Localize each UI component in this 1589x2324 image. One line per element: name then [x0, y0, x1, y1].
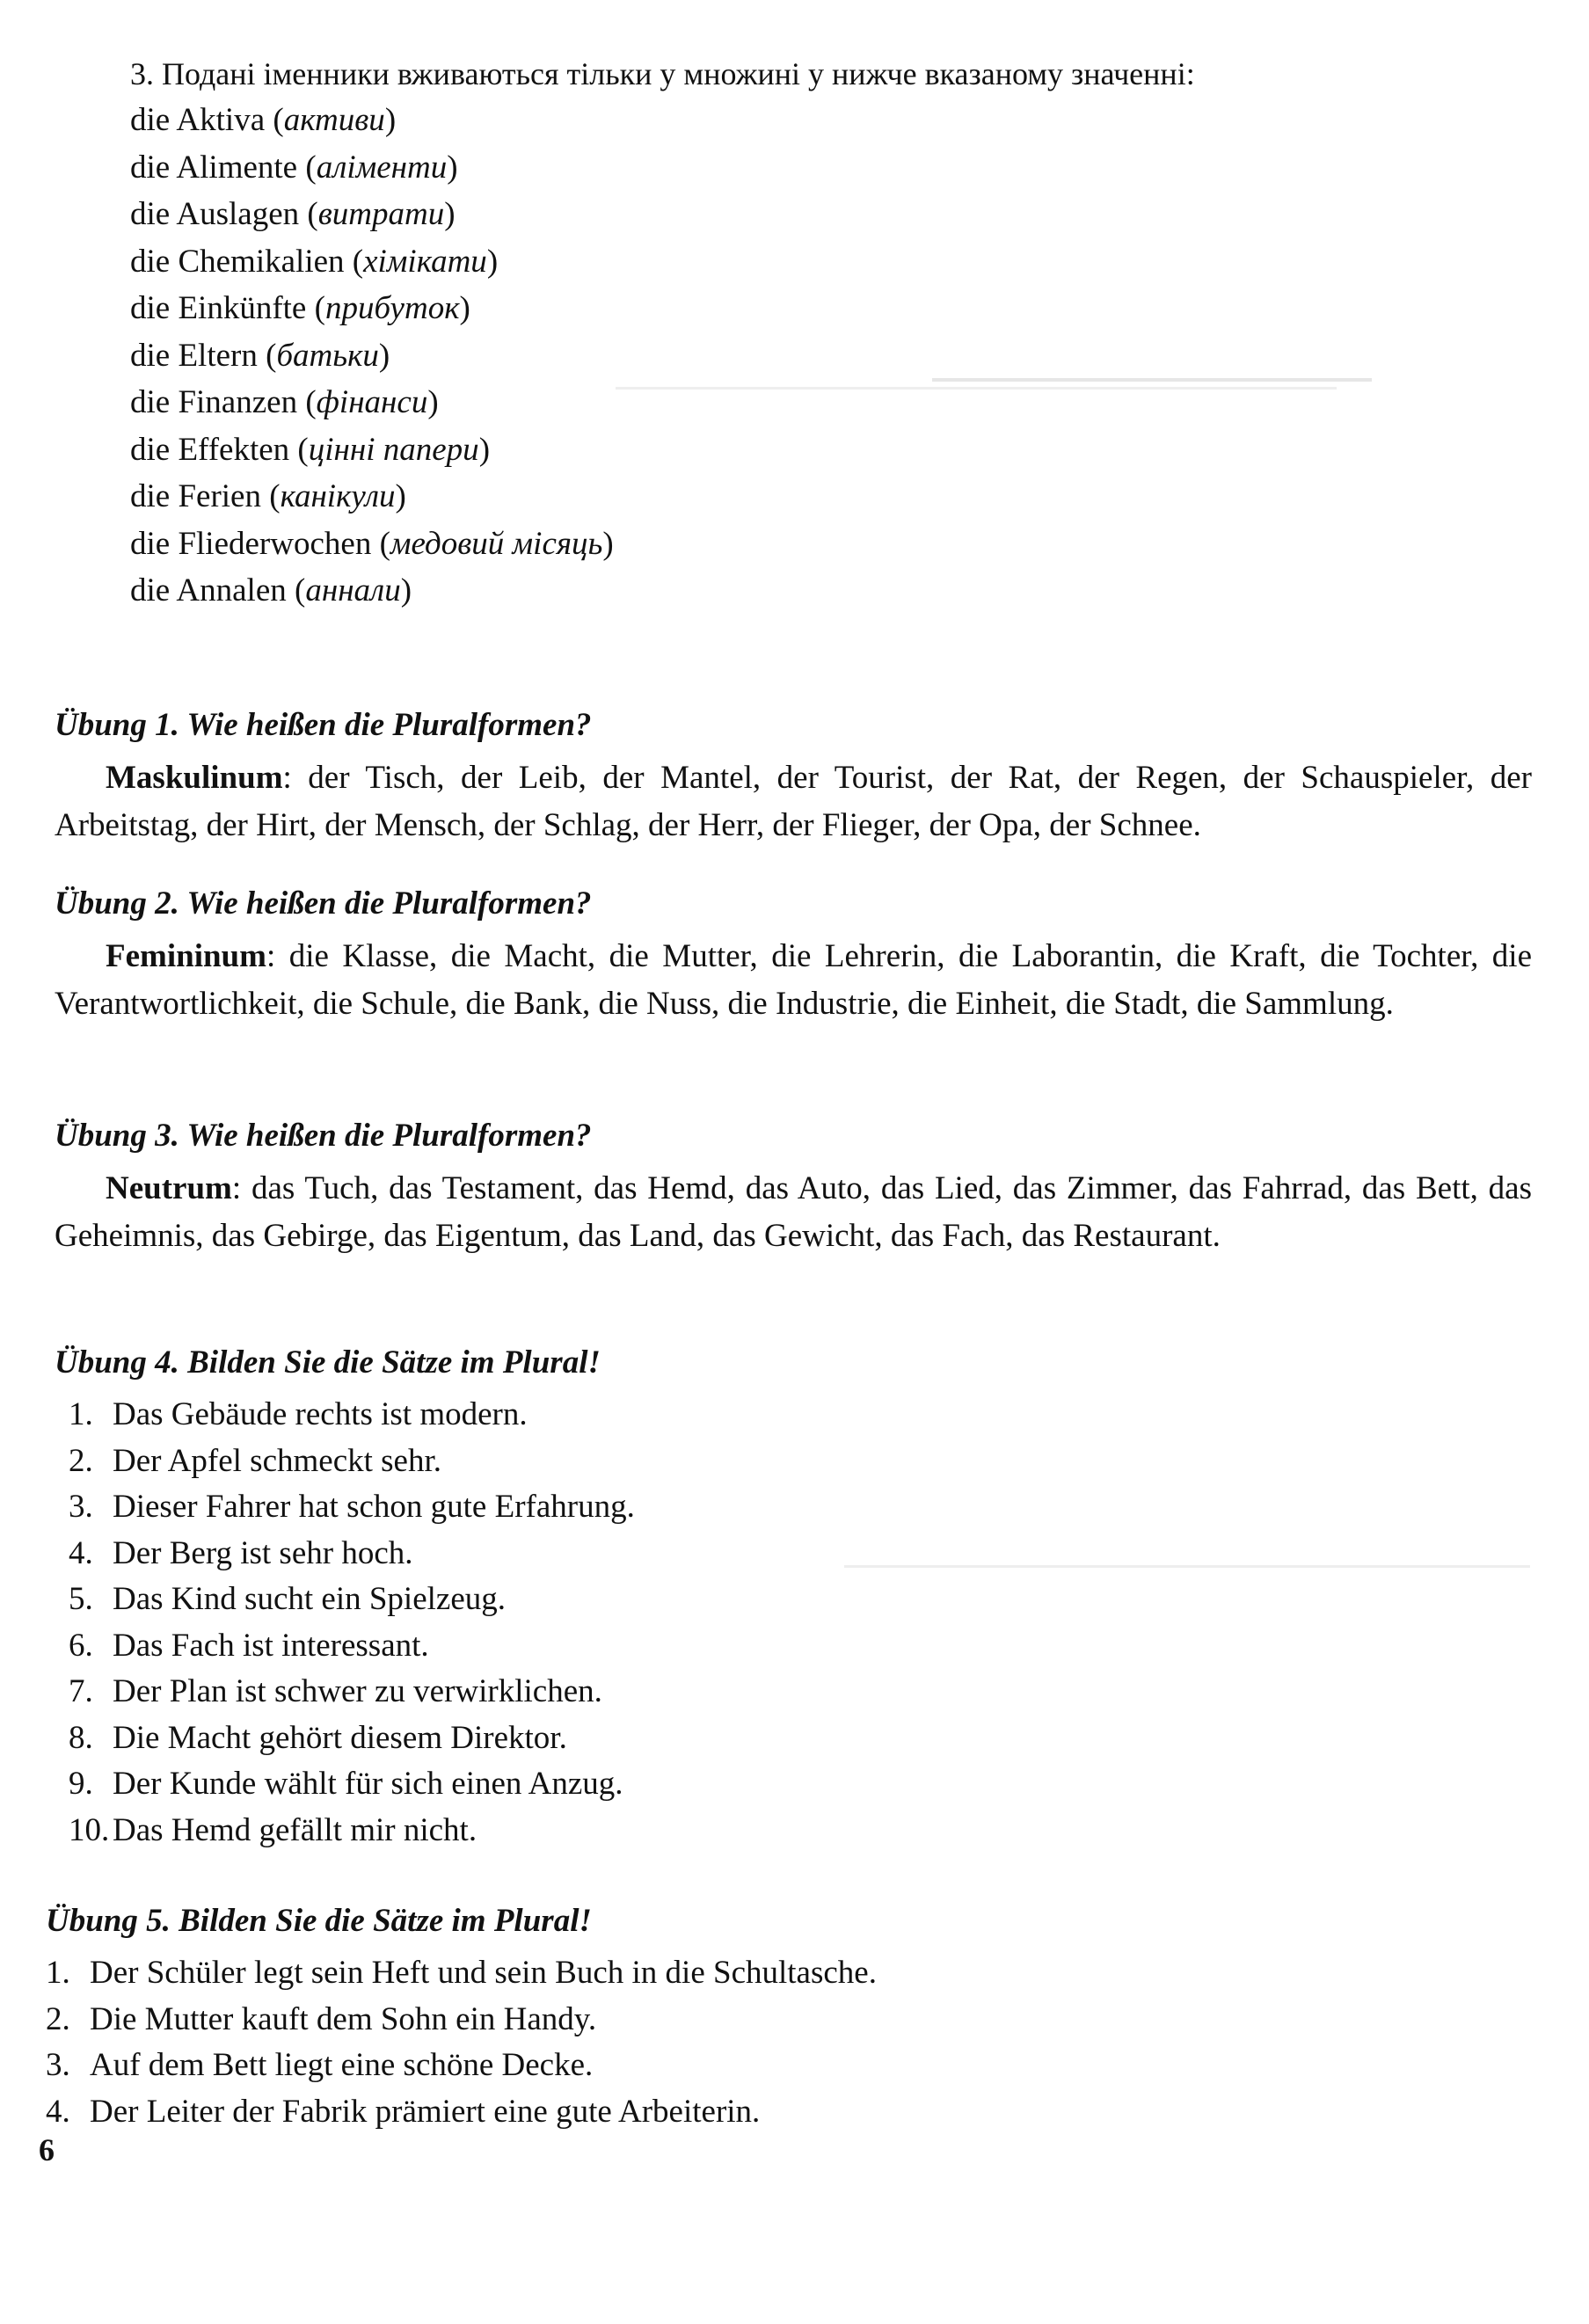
list-item: 6. Das Fach ist interessant. — [69, 1627, 429, 1664]
sentence-list — [69, 1392, 1532, 1854]
noun-item: die Einkünfte (прибуток) — [130, 290, 470, 326]
exercise-title: Übung 1. Wie heißen die Pluralformen? — [55, 707, 592, 743]
list-item: 2. Die Mutter kauft dem Sohn ein Handy. — [46, 2000, 597, 2037]
list-item: 4. Der Berg ist sehr hoch. — [69, 1534, 413, 1571]
noun-item: die Fliederwochen (медовий місяць) — [130, 525, 614, 562]
exercise-text: Femininum: die Klasse, die Macht, die Mutter, die Lehrerin, die Laborantin, die Kraft, die Tochter, die Verantwortlichkeit, die Schule, die Bank, die Nuss, die Industrie, die Einheit, die Stadt, die Sammlung. — [55, 938, 1532, 1022]
noun-item: die Eltern (батьки) — [130, 337, 390, 374]
list-item: 1. Das Gebäude rechts ist modern. — [69, 1396, 528, 1432]
list-item: 10. Das Hemd gefällt mir nicht. — [69, 1811, 477, 1848]
exercise-text: Maskulinum: der Tisch, der Leib, der Mantel, der Tourist, der Rat, der Regen, der Schauspieler, der Arbeitstag, der Hirt, der Mensch, der Schlag, der Herr, der Flieger, der Opa, der Schnee. — [55, 760, 1532, 843]
list-item: 3. Auf dem Bett liegt eine schöne Decke. — [46, 2047, 594, 2083]
noun-item: die Chemikalien (хімікати) — [130, 243, 499, 280]
list-item: 7. Der Plan ist schwer zu verwirklichen. — [69, 1673, 602, 1709]
list-item: 1. Der Schüler legt sein Heft und sein Buch in die Schultasche. — [46, 1955, 877, 1991]
list-item: 2. Der Apfel schmeckt sehr. — [69, 1442, 441, 1479]
intro-heading: 3. Подані іменники вживаються тільки у множині у нижче вказаному значенні: — [130, 56, 1195, 91]
exercise-title: Übung 2. Wie heißen die Pluralformen? — [55, 885, 592, 922]
exercise-title: Übung 3. Wie heißen die Pluralformen? — [55, 1118, 592, 1154]
list-item: 9. Der Kunde wählt für sich einen Anzug. — [69, 1766, 623, 1802]
list-item: 3. Dieser Fahrer hat schon gute Erfahrung. — [69, 1489, 635, 1525]
noun-item: die Effekten (цінні папери) — [130, 431, 491, 468]
exercise-text: Neutrum: das Tuch, das Testament, das Hemd, das Auto, das Lied, das Zimmer, das Fahrrad, das Bett, das Geheimnis, das Gebirge, das Eigentum, das Land, das Gewicht, das Fach, das Restaurant. — [55, 1170, 1532, 1254]
noun-item: die Alimente (аліменти) — [130, 149, 458, 186]
noun-item: die Annalen (аннали) — [130, 572, 412, 608]
exercise-2 — [55, 882, 1532, 1028]
exercise-1 — [55, 703, 1532, 849]
list-item: 5. Das Kind sucht ein Spielzeug. — [69, 1581, 506, 1617]
list-item: 8. Die Macht gehört diesem Direktor. — [69, 1719, 567, 1756]
plural-only-noun-list — [130, 97, 1537, 615]
page-number: 6 — [39, 2132, 55, 2167]
exercise-title: Übung 4. Bilden Sie die Sätze im Plural! — [55, 1344, 601, 1381]
noun-item: die Ferien (канікули) — [130, 478, 406, 514]
sentence-list — [46, 1950, 1523, 2135]
exercise-4 — [55, 1341, 1532, 1854]
noun-item: die Finanzen (фінанси) — [130, 384, 439, 420]
exercise-3 — [55, 1114, 1532, 1260]
exercise-5 — [46, 1899, 1523, 2135]
list-item: 4. Der Leiter der Fabrik prämiert eine gute Arbeiterin. — [46, 2093, 761, 2130]
noun-item: die Auslagen (витрати) — [130, 196, 456, 232]
noun-item: die Aktiva (активи) — [130, 102, 397, 138]
intro-block — [130, 51, 1537, 615]
exercise-title: Übung 5. Bilden Sie die Sätze im Plural! — [46, 1903, 592, 1939]
